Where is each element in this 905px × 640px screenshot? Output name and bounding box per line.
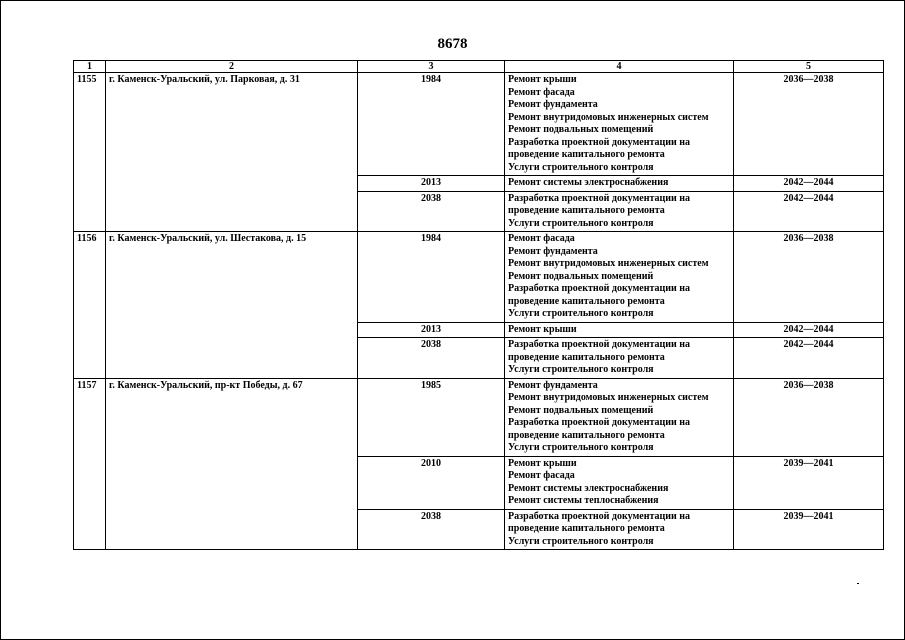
stage-year: 1984 (358, 73, 505, 176)
work-item: Услуги строительного контроля (508, 535, 654, 547)
stage-year: 2038 (358, 191, 505, 232)
works-list (508, 74, 730, 174)
work-item: проведение капитального ремонта (508, 351, 665, 363)
work-item: Ремонт внутридомовых инженерных систем (508, 392, 709, 403)
work-item: Разработка проектной документации на (508, 339, 691, 350)
col-header-4: 4 (505, 61, 734, 73)
work-item: Ремонт внутридомовых инженерных систем (508, 258, 709, 269)
work-item: Ремонт подвальных помещений (508, 270, 654, 282)
stage-works (505, 73, 734, 176)
work-item: Разработка проектной документации на (508, 136, 691, 148)
stage-period: 2042—2044 (734, 191, 884, 232)
work-item: Ремонт подвальных помещений (508, 124, 654, 135)
works-list (508, 511, 730, 549)
work-item: Разработка проектной документации на (508, 510, 691, 522)
table-row (74, 378, 884, 456)
works-list (508, 380, 730, 455)
capital-repair-table (73, 60, 884, 550)
header-row (74, 61, 884, 73)
stage-period: 2042—2044 (734, 338, 884, 379)
work-item: Ремонт крыши (508, 74, 577, 85)
stage-year: 2038 (358, 509, 505, 550)
work-item: Разработка проектной документации на (508, 192, 691, 204)
col-header-5: 5 (734, 61, 884, 73)
work-item: Ремонт подвальных помещений (508, 404, 654, 416)
stage-year: 1984 (358, 232, 505, 323)
works-list (508, 193, 730, 231)
work-item: Ремонт системы теплоснабжения (508, 495, 659, 506)
work-item: проведение капитального ремонта (508, 295, 665, 307)
col-header-2: 2 (106, 61, 358, 73)
stage-works (505, 191, 734, 232)
work-item: проведение капитального ремонта (508, 429, 665, 441)
col-header-3: 3 (358, 61, 505, 73)
stage-works (505, 322, 734, 338)
record-address: г. Каменск-Уральский, пр-кт Победы, д. 67 (106, 378, 358, 550)
record-number: 1157 (74, 378, 106, 550)
record-number: 1155 (74, 73, 106, 232)
works-list (508, 177, 730, 190)
work-item: Ремонт внутридомовых инженерных систем (508, 111, 709, 123)
scan-mark (857, 583, 859, 584)
stage-works (505, 378, 734, 456)
stage-works (505, 338, 734, 379)
stage-year: 2013 (358, 322, 505, 338)
stage-year: 2010 (358, 456, 505, 509)
stage-year: 1985 (358, 378, 505, 456)
work-item: Ремонт фундамента (508, 379, 598, 391)
work-item: проведение капитального ремонта (508, 523, 665, 534)
stage-works (505, 509, 734, 550)
works-list (508, 458, 730, 508)
work-item: Услуги строительного контроля (508, 308, 654, 319)
work-item: Ремонт фасада (508, 470, 575, 481)
works-list (508, 339, 730, 377)
record-address: г. Каменск-Уральский, ул. Шестакова, д. 15 (106, 232, 358, 379)
page-number: 8678 (437, 36, 468, 52)
work-item: Услуги строительного контроля (508, 161, 654, 173)
works-list (508, 233, 730, 321)
work-item: Ремонт системы электроснабжения (508, 482, 669, 494)
work-item: проведение капитального ремонта (508, 205, 665, 216)
work-item: Ремонт системы электроснабжения (508, 177, 669, 188)
record-address: г. Каменск-Уральский, ул. Парковая, д. 31 (106, 73, 358, 232)
work-item: Ремонт крыши (508, 457, 577, 469)
work-item: проведение капитального ремонта (508, 149, 665, 160)
work-item: Услуги строительного контроля (508, 217, 654, 229)
stage-works (505, 176, 734, 192)
work-item: Услуги строительного контроля (508, 442, 654, 453)
work-item: Ремонт фасада (508, 233, 575, 244)
work-item: Ремонт фасада (508, 86, 575, 98)
work-item: Ремонт крыши (508, 323, 577, 335)
table-body (74, 73, 884, 550)
stage-period: 2036—2038 (734, 232, 884, 323)
work-item: Разработка проектной документации на (508, 417, 691, 428)
stage-period: 2042—2044 (734, 176, 884, 192)
work-item: Ремонт фундамента (508, 245, 598, 257)
work-item: Разработка проектной документации на (508, 283, 691, 294)
stage-period: 2042—2044 (734, 322, 884, 338)
table-row (74, 73, 884, 176)
col-header-1: 1 (74, 61, 106, 73)
stage-period: 2036—2038 (734, 378, 884, 456)
record-number: 1156 (74, 232, 106, 379)
stage-period: 2039—2041 (734, 509, 884, 550)
work-item: Услуги строительного контроля (508, 364, 654, 375)
stage-period: 2039—2041 (734, 456, 884, 509)
stage-period: 2036—2038 (734, 73, 884, 176)
table-row (74, 232, 884, 323)
works-list (508, 324, 730, 337)
stage-works (505, 232, 734, 323)
stage-year: 2013 (358, 176, 505, 192)
stage-works (505, 456, 734, 509)
work-item: Ремонт фундамента (508, 99, 598, 110)
stage-year: 2038 (358, 338, 505, 379)
